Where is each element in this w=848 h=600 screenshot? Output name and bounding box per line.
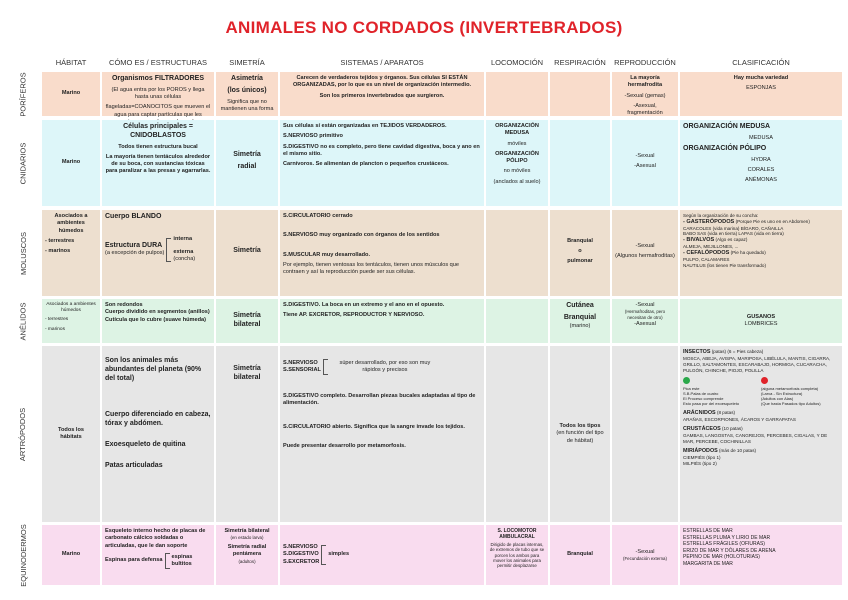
clasificacion-cell: ORGANIZACIÓN MEDUSA MEDUSA ORGANIZACIÓN PÓLIPO HYDRA CORALES ANÉMONAS (680, 120, 842, 206)
reproduccion-cell: -Sexual (Fecundación externa) (612, 525, 678, 585)
sistemas-cell: Carecen de verdaderos tejidos y órganos. Sus células SI ESTÁN ORGANIZADAS, por lo que es un nivel de organización intermedio. Son los primeros invertebrados que surgieron. (280, 72, 484, 116)
estructura-cell: Esqueleto interno hecho de placas de carbonato cálcico soldadas o articuladas, que le dan soporte Espinas para defensa espinas bultitos (102, 525, 214, 585)
header-habitat: HÁBITAT (55, 58, 87, 67)
estructura-cell: Son los animales más abundantes del planeta (90% del total) Cuerpo diferenciado en cabeza, tórax y abdómen. Exoesqueleto de quitina Patas articuladas (102, 346, 214, 522)
habitat-cell: Marino (42, 72, 100, 116)
respiracion-cell: Cutánea Branquial (marino) (550, 299, 610, 343)
clasificacion-cell: Hay mucha variedad ESPONJAS (680, 72, 842, 116)
simetria-cell: Simetría (216, 210, 278, 296)
respiracion-cell: Branquial o pulmonar (550, 210, 610, 296)
estructura-cell: Células principales = CNIDOBLASTOS Todos tienen estructura bucal La mayoría tienen tentáculos alrededor de su boca, con sustancias tóxicas para paralizar a las presas y agarrarlas. (102, 120, 214, 206)
header-simetria: SIMETRÍA (229, 58, 265, 67)
row-anelidos (0, 299, 848, 343)
estructura-cell: Cuerpo BLANDO Estructura DURA (a excepción de pulpos) interna externa (concha) (102, 210, 214, 296)
reproduccion-cell: -Sexual -Asexual (612, 120, 678, 206)
brace-icon (323, 359, 328, 375)
row-poriferos (0, 72, 848, 116)
habitat-cell: Todos los hábitats (42, 346, 100, 522)
row-label: PORÍFEROS (18, 71, 28, 117)
cross-icon (761, 377, 768, 384)
clasificacion-cell: Según la organización de su concha: - GASTERÓPODOS (Porque Pie es uno en en Abdomen) CARACOLES (vida marina) BÍGARO, CAÑAILLA BABO SAS (vida en tierra) LAPAS (vida en tierra) - BIVALVOS (Algo es capaz) ALMEJA, MEJILLONES, ... - CEFALÓPODOS (Pie ha quedado) PULPO, CALAMARES NAUTILUS (los tienen Pie transformado) (680, 210, 842, 296)
locomocion-cell (486, 72, 548, 116)
row-moluscos (0, 210, 848, 296)
header-locomocion: LOCOMOCIÓN (490, 58, 544, 67)
header-reproduccion: REPRODUCCIÓN (614, 58, 676, 67)
locomocion-cell (486, 346, 548, 522)
habitat-cell: Marino (42, 120, 100, 206)
reproduccion-cell (612, 346, 678, 522)
respiracion-cell (550, 120, 610, 206)
row-label: MOLUSCOS (18, 231, 28, 275)
habitat-cell: Marino (42, 525, 100, 585)
sistemas-cell: S.CIRCULATORIO cerrado S.NERVIOSO muy organizado con órganos de los sentidos S.MUSCULAR muy desarrollado. Por ejemplo, tienen ventosas los tentáculos, tienen unos músculos que contraen y así la reproducción puede ser sus células. (280, 210, 484, 296)
sistemas-cell: S.NERVIOSO S.DIGESTIVO S.EXCRETOR simples (280, 525, 484, 585)
sistemas-cell: Sus células sí están organizadas en TEJIDOS VERDADEROS. S.NERVIOSO primitivo S.DIGESTIVO no es completo, pero tiene cavidad digestiva, boca y ano en el mismo sitio. Carnívoros. Se alimentan de plancton o pequeños crustáceos. (280, 120, 484, 206)
row-label: ARTRÓPODOS (18, 407, 28, 461)
sistemas-cell: S.NERVIOSO S.SENSORIAL súper desarrollado, por eso son muy rápidos y precisos S.DIGESTIVO completo. Desarrollan piezas bucales adaptadas al tipo de alimentación. S.CIRCULATORIO abierto. Significa que la sangre invade los tejidos. Puede presentar desarrollo por metamorfosis. (280, 346, 484, 522)
row-equinodermos (0, 525, 848, 585)
reproduccion-cell: La mayoría hermafrodita -Sexual (gemas) -Asexual, fragmentación (612, 72, 678, 116)
simetria-cell: Asimetría (los únicos) Significa que no mantienen una forma (216, 72, 278, 116)
check-icon (683, 377, 690, 384)
brace-icon (166, 238, 171, 262)
respiracion-cell: Branquial (550, 525, 610, 585)
locomocion-cell (486, 299, 548, 343)
row-label: CNIDARIOS (18, 142, 28, 184)
locomocion-cell (486, 210, 548, 296)
simetria-cell: Simetría bilateral (en estado larva) Simetría radial pentámera (adultos) (216, 525, 278, 585)
row-artropodos (0, 346, 848, 522)
reproduccion-cell: -Sexual (Algunos hermafroditas) (612, 210, 678, 296)
sistemas-cell: S.DIGESTIVO. La boca en un extremo y el ano en el opuesto. Tiene AP. EXCRETOR, REPRODUCTOR Y NERVIOSO. (280, 299, 484, 343)
row-label: ANÉLIDOS (18, 302, 28, 340)
estructura-cell: Son redondos Cuerpo dividido en segmentos (anillos) Cutícula que lo cubre (suave húmeda) (102, 299, 214, 343)
reproduccion-cell: -Sexual (Hermafroditas, pero necesitan de otro) -Asexual (612, 299, 678, 343)
brace-icon (321, 545, 326, 565)
row-label: EQUINODERMOS (18, 523, 28, 587)
habitat-cell: Asociados a ambientes húmedos - terrestres - marinos (42, 210, 100, 296)
simetria-cell: Simetría bilateral (216, 299, 278, 343)
estructura-cell: Organismos FILTRADORES (El agua entra por los POROS y llega hasta unas células flageladas=COANOCITOS que mueven el agua para captar partículas que les (102, 72, 214, 116)
clasificacion-cell: INSECTOS (patas) (6 = Pies cabeza) MOSCA, ABEJA, AVISPA, MARIPOSA, LIBÉLULA, MANTIS, CIGARRA, GRILLO, SALTAMONTES, ESCARABAJO, HORMIGA, CUCARACHA, PULGÓN, CHINCHE, PIOJO, POLILLA Pica este S.B.Palas de cuatro El Proceso comprende Esto pasa por del exoesqueleto (alguna metamorfosis completa) (Larva - Sin Estructura) (Adultos con Alas) (Que hasta Pasados tipo Adultos) ARÁCNIDOS (8 patas) ARAÑAS, ESCORPIONES, ÁCAROS Y GARRAPATAS CRUSTÁCEOS (10 patas) GAMBAS, LANGOSTAS, CANGREJOS, PERCEBES, CIGALAS, Y DE MAR, PERCEBE, COCHINILLAS MIRIÁPODOS (más de 10 patas) CIEMPIÉS (tipo 1) MILPIÉS (tipo 2) (680, 346, 842, 522)
respiracion-cell: Todos los tipos (en función del tipo de hábitat) (550, 346, 610, 522)
locomocion-cell: ORGANIZACIÓN MEDUSA móviles ORGANIZACIÓN PÓLIPO no móviles (anclados al suelo) (486, 120, 548, 206)
clasificacion-cell: ESTRELLAS DE MAR ESTRELLAS PLUMA Y LIRIO DE MAR ESTRELLAS FRÁGILES (OFIURAS) ERIZO DE MAR Y DÓLARES DE ARENA PEPINO DE MAR (HOLOTURIAS) MARGARITA DE MAR (680, 525, 842, 585)
clasificacion-cell: GUSANOS LOMBRICES (680, 299, 842, 343)
header-estructura: CÓMO ES / ESTRUCTURAS (109, 58, 207, 67)
header-clasificacion: CLASIFICACIÓN (732, 58, 790, 67)
brace-icon (165, 553, 170, 569)
page-title: ANIMALES NO CORDADOS (INVERTEBRADOS) (225, 18, 623, 37)
header-respiracion: RESPIRACIÓN (554, 58, 606, 67)
simetria-cell: Simetría bilateral (216, 346, 278, 522)
header-sistemas: SISTEMAS / APARATOS (340, 58, 424, 67)
row-cnidarios (0, 120, 848, 206)
simetria-cell: Simetría radial (216, 120, 278, 206)
habitat-cell: Asociados a ambientes húmedos - terrestres - marinos (42, 299, 100, 343)
respiracion-cell (550, 72, 610, 116)
locomocion-cell: S. LOCOMOTOR AMBULACRAL Dirigido de placas internas, de extremos de tubo que se porcen los ambos para mover los animales para permitir desplazarse (486, 525, 548, 585)
